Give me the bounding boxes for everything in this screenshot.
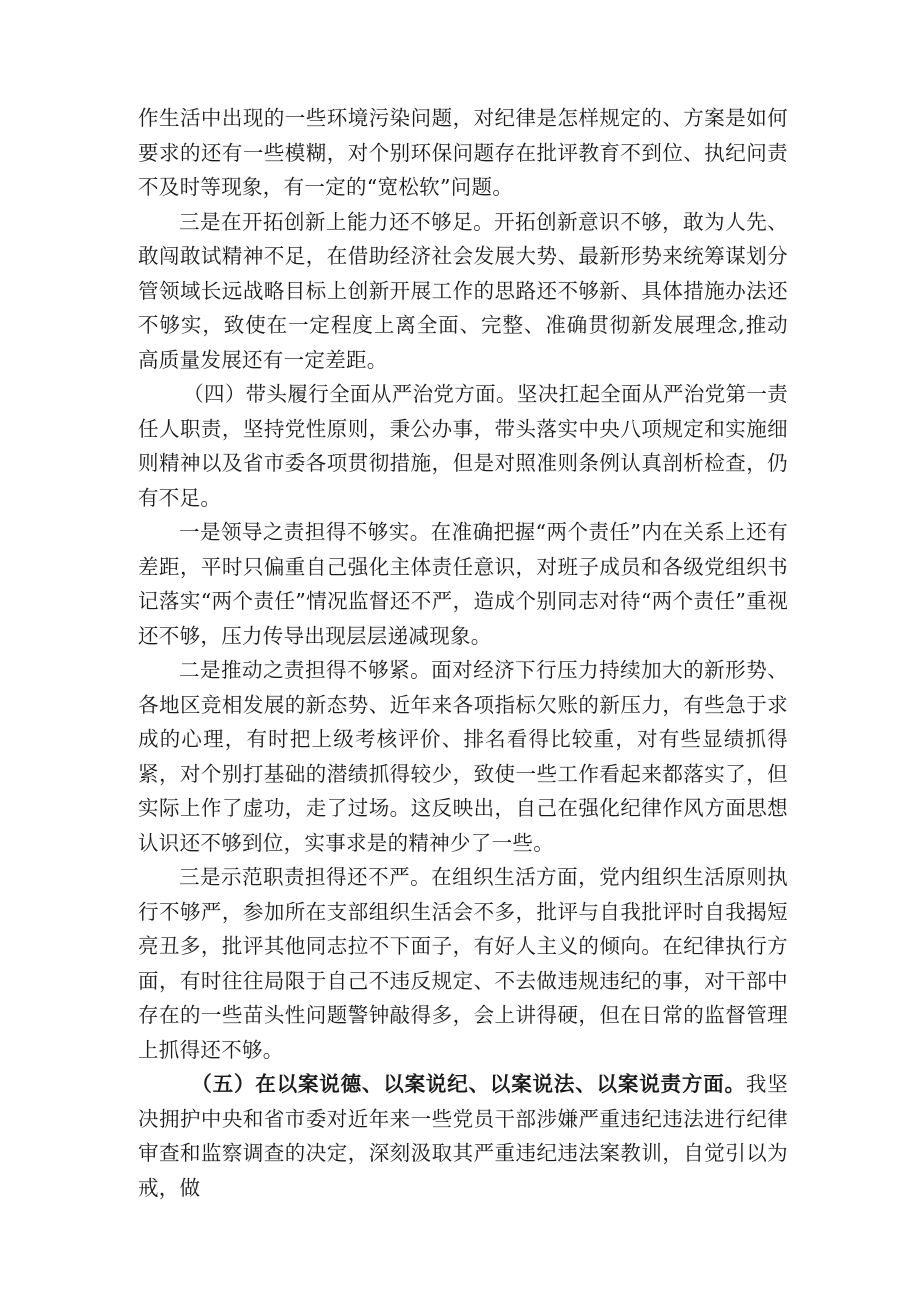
paragraph-text: 我坚决拥护中央和省市委对近年来一些党员干部涉嫌严重违纪违法进行纪律审查和监察调查的决定，深刻汲取其严重违纪违法案教训，自觉引以为戒，做 (138, 1072, 788, 1200)
document-body (138, 101, 788, 1205)
section-five-heading: （五）在以案说德、以案说纪、以案说法、以案说责方面。 (191, 1072, 746, 1096)
section-five-paragraph (138, 1067, 788, 1205)
paragraph-text: 三是示范职责担得还不严。在组织生活方面，党内组织生活原则执行不够严，参加所在支部组织生活会不多，批评与自我批评时自我揭短亮丑多，批评其他同志拉不下面子，有好人主义的倾向。在纪律执行方面，有时往往局限于自己不违反规定、不去做违规违纪的事，对干部中存在的一些苗头性问题警钟敲得多，会上讲得硬，但在日常的监督管理上抓得还不够。 (138, 865, 788, 1062)
paragraph-innovation (138, 205, 788, 378)
paragraph-promotion-duty (138, 653, 788, 860)
paragraph-exemplary-duty (138, 860, 788, 1067)
paragraph-continuation (138, 101, 788, 205)
paragraph-leadership-duty (138, 515, 788, 653)
paragraph-text: 三是在开拓创新上能力还不够足。开拓创新意识不够，敢为人先、敢闯敢试精神不足，在借助经济社会发展大势、最新形势来统筹谋划分管领域长远战略目标上创新开展工作的思路还不够新、具体措施办法还不够实，致使在一定程度上离全面、完整、准确贯彻新发展理念,推动高质量发展还有一定差距。 (138, 209, 788, 372)
paragraph-text: （四）带头履行全面从严治党方面。坚决扛起全面从严治党第一责任人职责，坚持党性原则，秉公办事，带头落实中央八项规定和实施细则精神以及省市委各项贯彻措施，但是对照准则条例认真剖析检查，仍有不足。 (138, 382, 788, 510)
paragraph-text: 二是推动之责担得不够紧。面对经济下行压力持续加大的新形势、各地区竞相发展的新态势、近年来各项指标欠账的新压力，有些急于求成的心理，有时把上级考核评价、排名看得比较重，对有些显绩抓得紧，对个别打基础的潜绩抓得较少，致使一些工作看起来都落实了，但实际上作了虚功，走了过场。这反映出，自己在强化纪律作风方面思想认识还不够到位，实事求是的精神少了一些。 (138, 658, 788, 855)
paragraph-text: 作生活中出现的一些环境污染问题，对纪律是怎样规定的、方案是如何要求的还有一些模糊，对个别环保问题存在批评教育不到位、执纪问责不及时等现象，有一定的“宽松软”问题。 (138, 106, 788, 199)
section-four-heading-paragraph (138, 377, 788, 515)
paragraph-text: 一是领导之责担得不够实。在准确把握“两个责任”内在关系上还有差距，平时只偏重自己强化主体责任意识，对班子成员和各级党组织书记落实“两个责任”情况监督还不严，造成个别同志对待“两个责任”重视还不够，压力传导出现层层递减现象。 (138, 520, 788, 648)
